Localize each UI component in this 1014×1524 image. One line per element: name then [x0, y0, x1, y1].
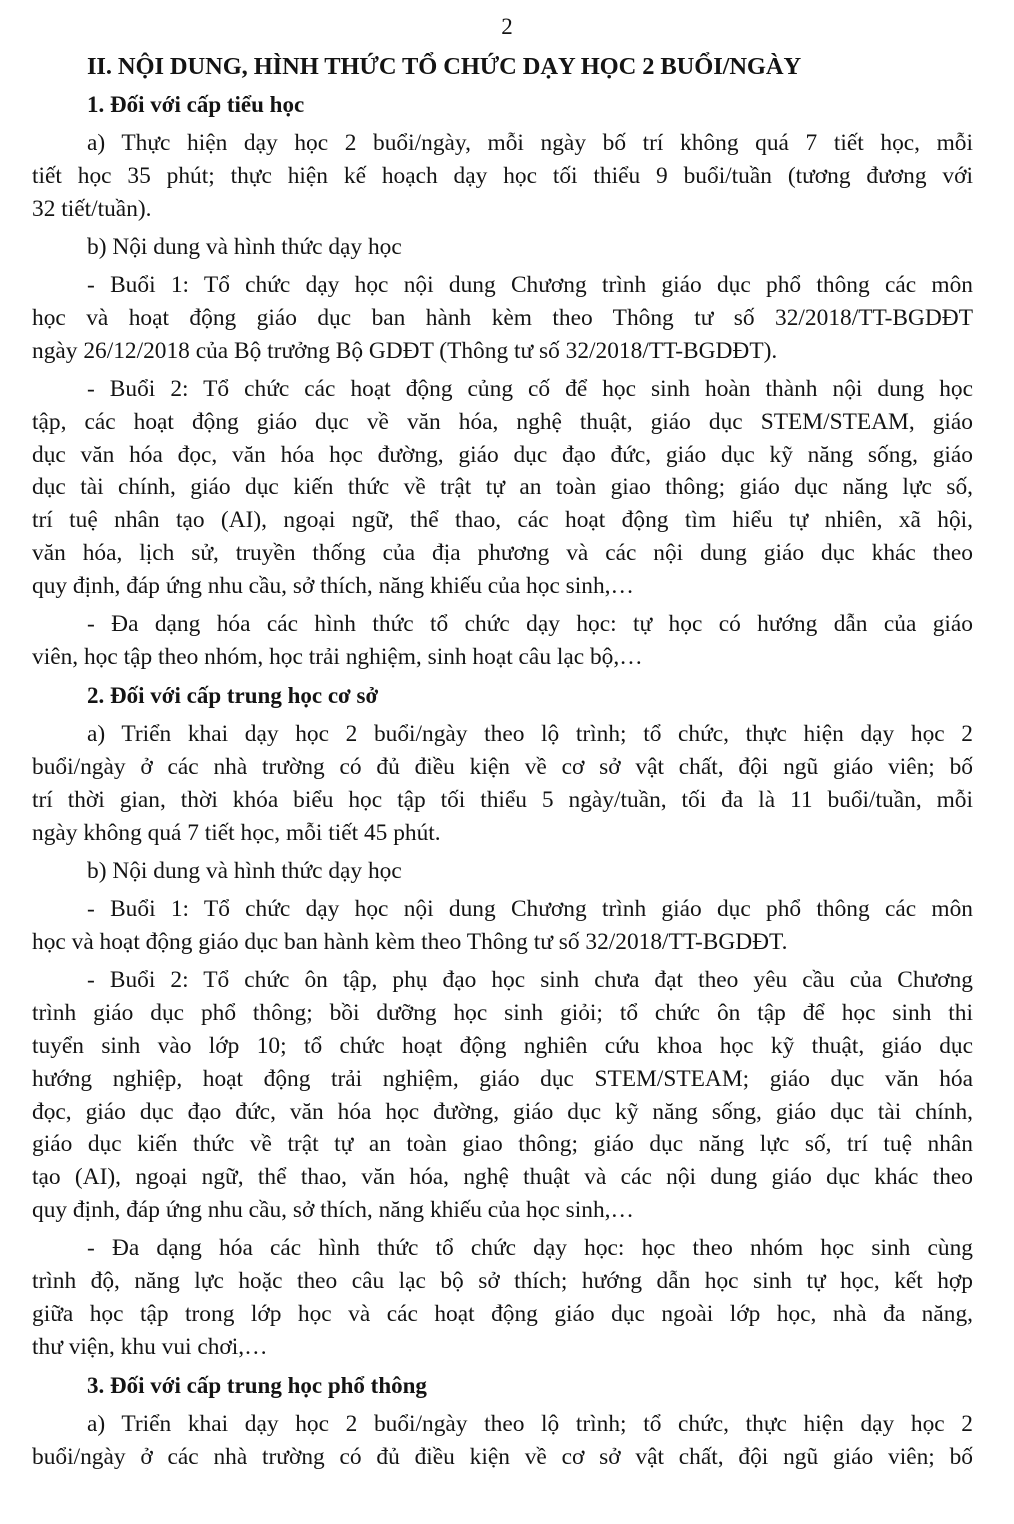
text-line: giữa học tập trong lớp học và các hoạt động giáo dục ngoài lớp học, nhà đa năng,: [32, 1300, 973, 1327]
paragraph: [32, 1408, 973, 1474]
paragraph: [32, 127, 973, 225]
text-line: ngày 26/12/2018 của Bộ trưởng Bộ GDĐT (Thông tư số 32/2018/TT-BGDĐT).: [32, 337, 778, 364]
paragraph: [32, 718, 973, 849]
text-line: buổi/ngày ở các nhà trường có đủ điều kiện về cơ sở vật chất, đội ngũ giáo viên; bố: [32, 754, 973, 781]
text-line: a) Triển khai dạy học 2 buổi/ngày theo lộ trình; tổ chức, thực hiện dạy học 2: [87, 721, 973, 748]
subsection-title: 3. Đối với cấp trung học phổ thông: [87, 1372, 427, 1398]
text-line: ngày không quá 7 tiết học, mỗi tiết 45 phút.: [32, 819, 441, 846]
text-line: 32 tiết/tuần).: [32, 195, 152, 222]
section-heading: II. NỘI DUNG, HÌNH THỨC TỔ CHỨC DẠY HỌC 2 BUỔI/NGÀY: [87, 53, 802, 80]
text-line: trình giáo dục phổ thông; bồi dưỡng học sinh giỏi; tổ chức ôn tập để học sinh thi: [32, 1000, 973, 1027]
text-line: a) Thực hiện dạy học 2 buổi/ngày, mỗi ngày bố trí không quá 7 tiết học, mỗi: [87, 130, 973, 156]
paragraph: [32, 231, 973, 264]
text-line: học và hoạt động giáo dục ban hành kèm theo Thông tư số 32/2018/TT-BGDĐT: [32, 304, 973, 331]
text-line: - Buổi 2: Tổ chức ôn tập, phụ đạo học sinh chưa đạt theo yêu cầu của Chương: [87, 967, 973, 994]
text-line: dục tài chính, giáo dục kiến thức về trật tự an toàn giao thông; giáo dục năng lực số,: [32, 474, 973, 501]
text-line: trình độ, năng lực hoặc theo câu lạc bộ sở thích; hướng dẫn học sinh tự học, kết hợp: [32, 1268, 973, 1294]
text-line: - Buổi 1: Tổ chức dạy học nội dung Chương trình giáo dục phổ thông các môn: [87, 272, 973, 299]
paragraph: [32, 893, 973, 959]
text-line: tuyển sinh vào lớp 10; tổ chức hoạt động nghiên cứu khoa học kỹ thuật, giáo dục: [32, 1032, 973, 1059]
paragraph: [32, 855, 973, 888]
text-line: a) Triển khai dạy học 2 buổi/ngày theo lộ trình; tổ chức, thực hiện dạy học 2: [87, 1410, 973, 1437]
text-line: tiết học 35 phút; thực hiện kế hoạch dạy học tối thiểu 9 buổi/tuần (tương đương với: [32, 162, 973, 189]
text-line: hướng nghiệp, hoạt động trải nghiệm, giáo dục STEM/STEAM; giáo dục văn hóa: [32, 1065, 973, 1092]
text-line: trí thời gian, thời khóa biểu học tập tối thiểu 5 ngày/tuần, tối đa là 11 buổi/tuần, mỗi: [32, 786, 973, 813]
subsection-title: 1. Đối với cấp tiểu học: [87, 92, 305, 117]
document-body: [32, 50, 973, 1479]
text-line: b) Nội dung và hình thức dạy học: [87, 857, 402, 884]
text-line: quy định, đáp ứng nhu cầu, sở thích, năng khiếu của học sinh,…: [32, 572, 634, 599]
text-line: học và hoạt động giáo dục ban hành kèm theo Thông tư số 32/2018/TT-BGDĐT.: [32, 929, 788, 956]
text-line: buổi/ngày ở các nhà trường có đủ điều kiện về cơ sở vật chất, đội ngũ giáo viên; bố: [32, 1443, 973, 1470]
paragraph: [32, 269, 973, 367]
subsection-title: 2. Đối với cấp trung học cơ sở: [87, 683, 379, 709]
text-line: b) Nội dung và hình thức dạy học: [87, 233, 402, 260]
text-line: - Buổi 1: Tổ chức dạy học nội dung Chương trình giáo dục phổ thông các môn: [87, 896, 973, 923]
paragraph: [32, 1232, 973, 1363]
text-line: thư viện, khu vui chơi,…: [32, 1333, 268, 1360]
text-line: tạo (AI), ngoại ngữ, thể thao, văn hóa, nghệ thuật và các nội dung giáo dục khác theo: [32, 1164, 973, 1191]
text-line: - Đa dạng hóa các hình thức tổ chức dạy học: tự học có hướng dẫn của giáo: [87, 611, 973, 638]
text-line: viên, học tập theo nhóm, học trải nghiệm, sinh hoạt câu lạc bộ,…: [32, 643, 643, 670]
text-line: trí tuệ nhân tạo (AI), ngoại ngữ, thể thao, các hoạt động tìm hiểu tự nhiên, xã hội,: [32, 507, 973, 534]
text-line: văn hóa, lịch sử, truyền thống của địa phương và các nội dung giáo dục khác theo: [32, 540, 973, 567]
paragraph: [32, 373, 973, 603]
text-line: - Buổi 2: Tổ chức các hoạt động củng cố để học sinh hoàn thành nội dung học: [87, 376, 973, 403]
page-number: 2: [501, 14, 513, 39]
text-line: tập, các hoạt động giáo dục về văn hóa, nghệ thuật, giáo dục STEM/STEAM, giáo: [32, 408, 973, 435]
paragraph: [32, 608, 973, 674]
text-line: quy định, đáp ứng nhu cầu, sở thích, năng khiếu của học sinh,…: [32, 1196, 634, 1223]
text-line: đọc, giáo dục đạo đức, văn hóa học đường, giáo dục kỹ năng sống, giáo dục tài chính,: [32, 1098, 973, 1125]
text-line: - Đa dạng hóa các hình thức tổ chức dạy học: học theo nhóm học sinh cùng: [87, 1235, 973, 1262]
text-line: dục văn hóa đọc, văn hóa học đường, giáo dục đạo đức, giáo dục kỹ năng sống, giáo: [32, 441, 973, 468]
text-line: giáo dục kiến thức về trật tự an toàn giao thông; giáo dục năng lực số, trí tuệ nhân: [32, 1131, 973, 1158]
paragraph: [32, 964, 973, 1226]
